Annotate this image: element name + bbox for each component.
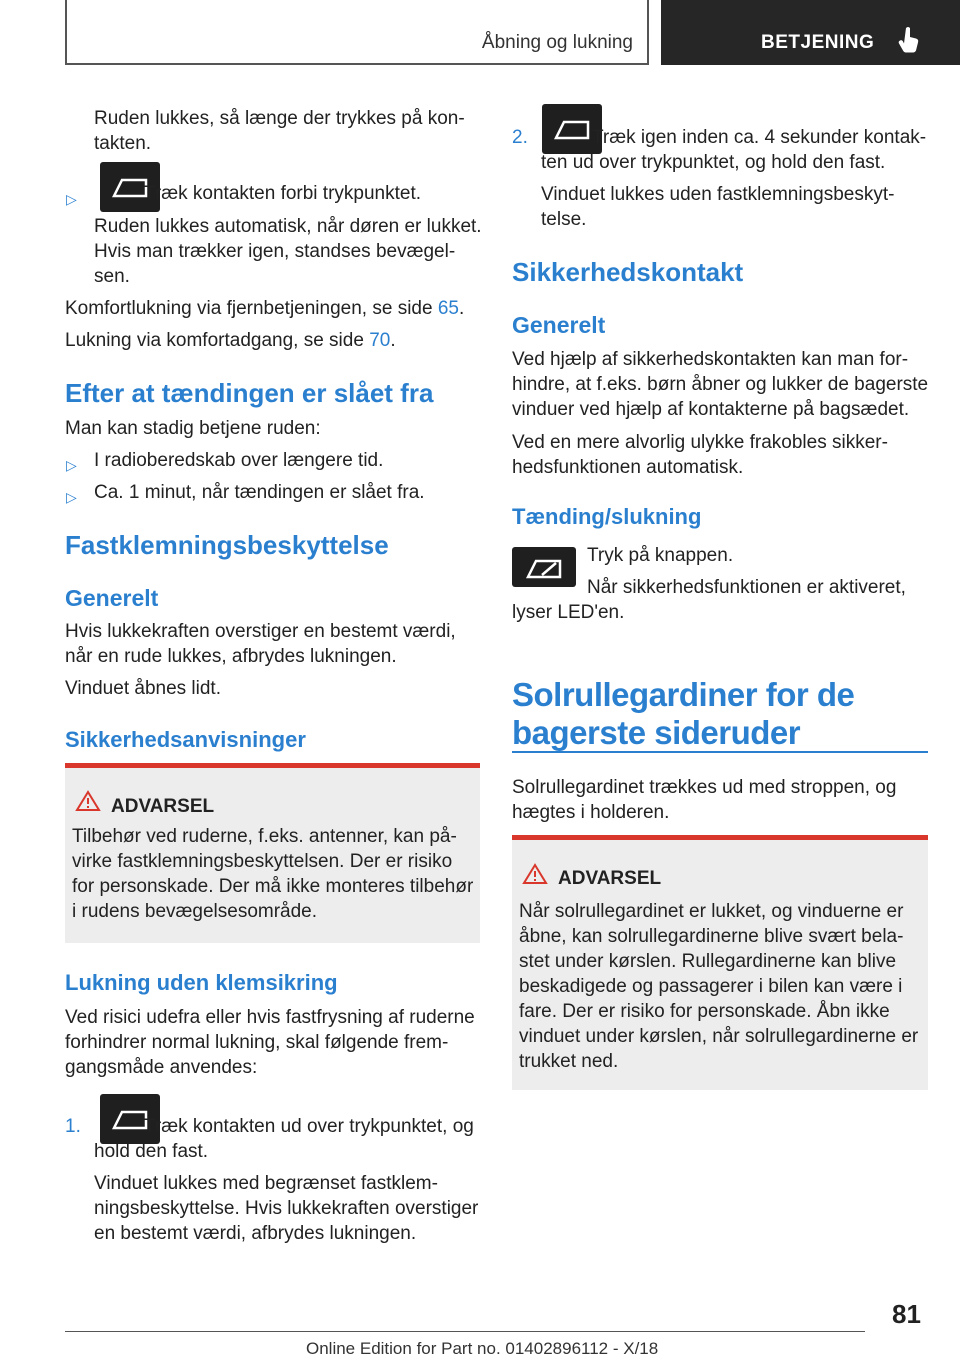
chapter-title: BETJENING	[761, 32, 875, 53]
ignition-item: I radioberedskab over længere tid.	[94, 450, 384, 471]
step2-text: Træk igen inden ca. 4 sekunder kontak-	[592, 127, 927, 148]
warning-box	[512, 835, 928, 1090]
page-number: 81	[892, 1299, 921, 1329]
bullet-triangle-icon: ▷	[66, 191, 77, 207]
active-text: Når sikkerhedsfunktionen er aktiveret,	[587, 577, 906, 598]
ignition-intro: Man kan stadig betjene ruden:	[65, 418, 321, 439]
bullet1-text: Træk kontakten forbi trykpunktet.	[144, 183, 422, 204]
heading-on-off: Tænding/slukning	[512, 504, 702, 529]
heading-pinch-protection: Fastklemningsbeskyttelse	[65, 530, 389, 560]
step2-detail: Vinduet lukkes uden fastklemningsbeskyt- telse.	[541, 184, 895, 230]
step-number: 1.	[65, 1116, 81, 1137]
hand-pointer-icon	[897, 26, 921, 54]
header-section-tab	[65, 0, 649, 65]
page-link-65[interactable]: 65	[437, 298, 459, 319]
section-title: Åbning og lukning	[481, 32, 633, 53]
warning-triangle-icon	[75, 790, 101, 812]
warning-text: Når solrullegardinet er lukket, og vinduerne er åbne, kan solrullegardinerne blive svært bela- stet under kørslen. Rullegardinerne kan blive beskadigede og passagerer i bilen kan være i fare. Der er risiko for personskade. Åbn ikke vinduet under kørslen, når solrullegardinerne er trukket ned.	[519, 901, 919, 1072]
step1-detail: Vinduet lukkes med begrænset fastklem- ningsbeskyttelse. Hvis lukkekraften overstiger en bestemt værdi, afbrydes lukningen.	[94, 1173, 479, 1244]
bullet-triangle-icon: ▷	[66, 489, 77, 505]
heading-ignition-off: Efter at tændingen er slået fra	[65, 378, 434, 408]
general-text-2: Ved en mere alvorlig ulykke frakobles sikker- hedsfunktionen automatisk.	[512, 432, 888, 478]
step1-text-cont: hold den fast.	[94, 1141, 209, 1162]
step1-text: Træk kontakten ud over trykpunktet, og	[144, 1116, 474, 1137]
pinch-text: Hvis lukkekraften overstiger en bestemt værdi, når en rude lukkes, afbrydes lukningen.	[65, 621, 456, 667]
footer-edition: Online Edition for Part no. 01402896112 - X/18	[306, 1339, 659, 1358]
comfort-access-text: Lukning via komfortadgang, se side 70.	[65, 330, 396, 351]
header-chapter-tab	[661, 0, 960, 65]
heading-general: Generelt	[512, 312, 606, 338]
bullet-triangle-icon: ▷	[66, 457, 77, 473]
ignition-item: Ca. 1 minut, når tændingen er slået fra.	[94, 482, 425, 503]
warning-triangle-icon	[522, 863, 548, 885]
closing-text: Ved risici udefra eller hvis fastfrysning af ruderne forhindrer normal lukning, skal følgende frem- gangsmåde anvendes:	[65, 1007, 475, 1078]
warning-box	[65, 763, 480, 943]
blinds-text: Solrullegardinet trækkes ud med stroppen, og hægtes i holderen.	[512, 777, 897, 823]
footer-divider	[65, 1331, 865, 1332]
active-text-cont: lyser LED'en.	[512, 602, 625, 623]
comfort-remote-text: Komfortlukning via fjernbetjeningen, se side 65.	[65, 298, 465, 319]
page-link-70[interactable]: 70	[369, 330, 391, 351]
child-lock-button-icon	[512, 547, 576, 587]
page-header	[0, 0, 960, 66]
press-button-text: Tryk på knappen.	[587, 545, 734, 566]
general-text: Ved hjælp af sikkerhedskontakten kan man for- hindre, at f.eks. børn åbner og lukker de bagerste vinduer ved hjælp af kontakterne på bagsædet.	[512, 349, 929, 420]
heading-safety-notes: Sikkerhedsanvisninger	[65, 727, 306, 752]
heading-closing-without-pinch: Lukning uden klemsikring	[65, 970, 338, 995]
heading-underline	[512, 751, 928, 753]
heading-safety-switch: Sikkerhedskontakt	[512, 257, 744, 287]
step2-text-cont: ten ud over trykpunktet, og hold den fast.	[541, 152, 886, 173]
warning-title: ADVARSEL	[558, 868, 662, 889]
step-number: 2.	[512, 127, 528, 148]
heading-general: Generelt	[65, 585, 159, 611]
window-opens-text: Vinduet åbnes lidt.	[65, 678, 221, 699]
warning-text: Tilbehør ved ruderne, f.eks. antenner, kan på- virke fastklemningsbeskyttelsen. Der er risiko for personskade. Der må ikke monteres tilbehør i rudens bevægelsesområde.	[72, 826, 474, 922]
heading-sun-blinds: Solrullegardiner for de bagerste sideruder	[512, 676, 855, 751]
intro-text: Ruden lukkes, så længe der trykkes på kon- takten.	[94, 108, 465, 154]
warning-title: ADVARSEL	[111, 796, 215, 817]
bullet1-detail: Ruden lukkes automatisk, når døren er lukket. Hvis man trækker igen, standses bevægel- sen.	[94, 216, 482, 287]
